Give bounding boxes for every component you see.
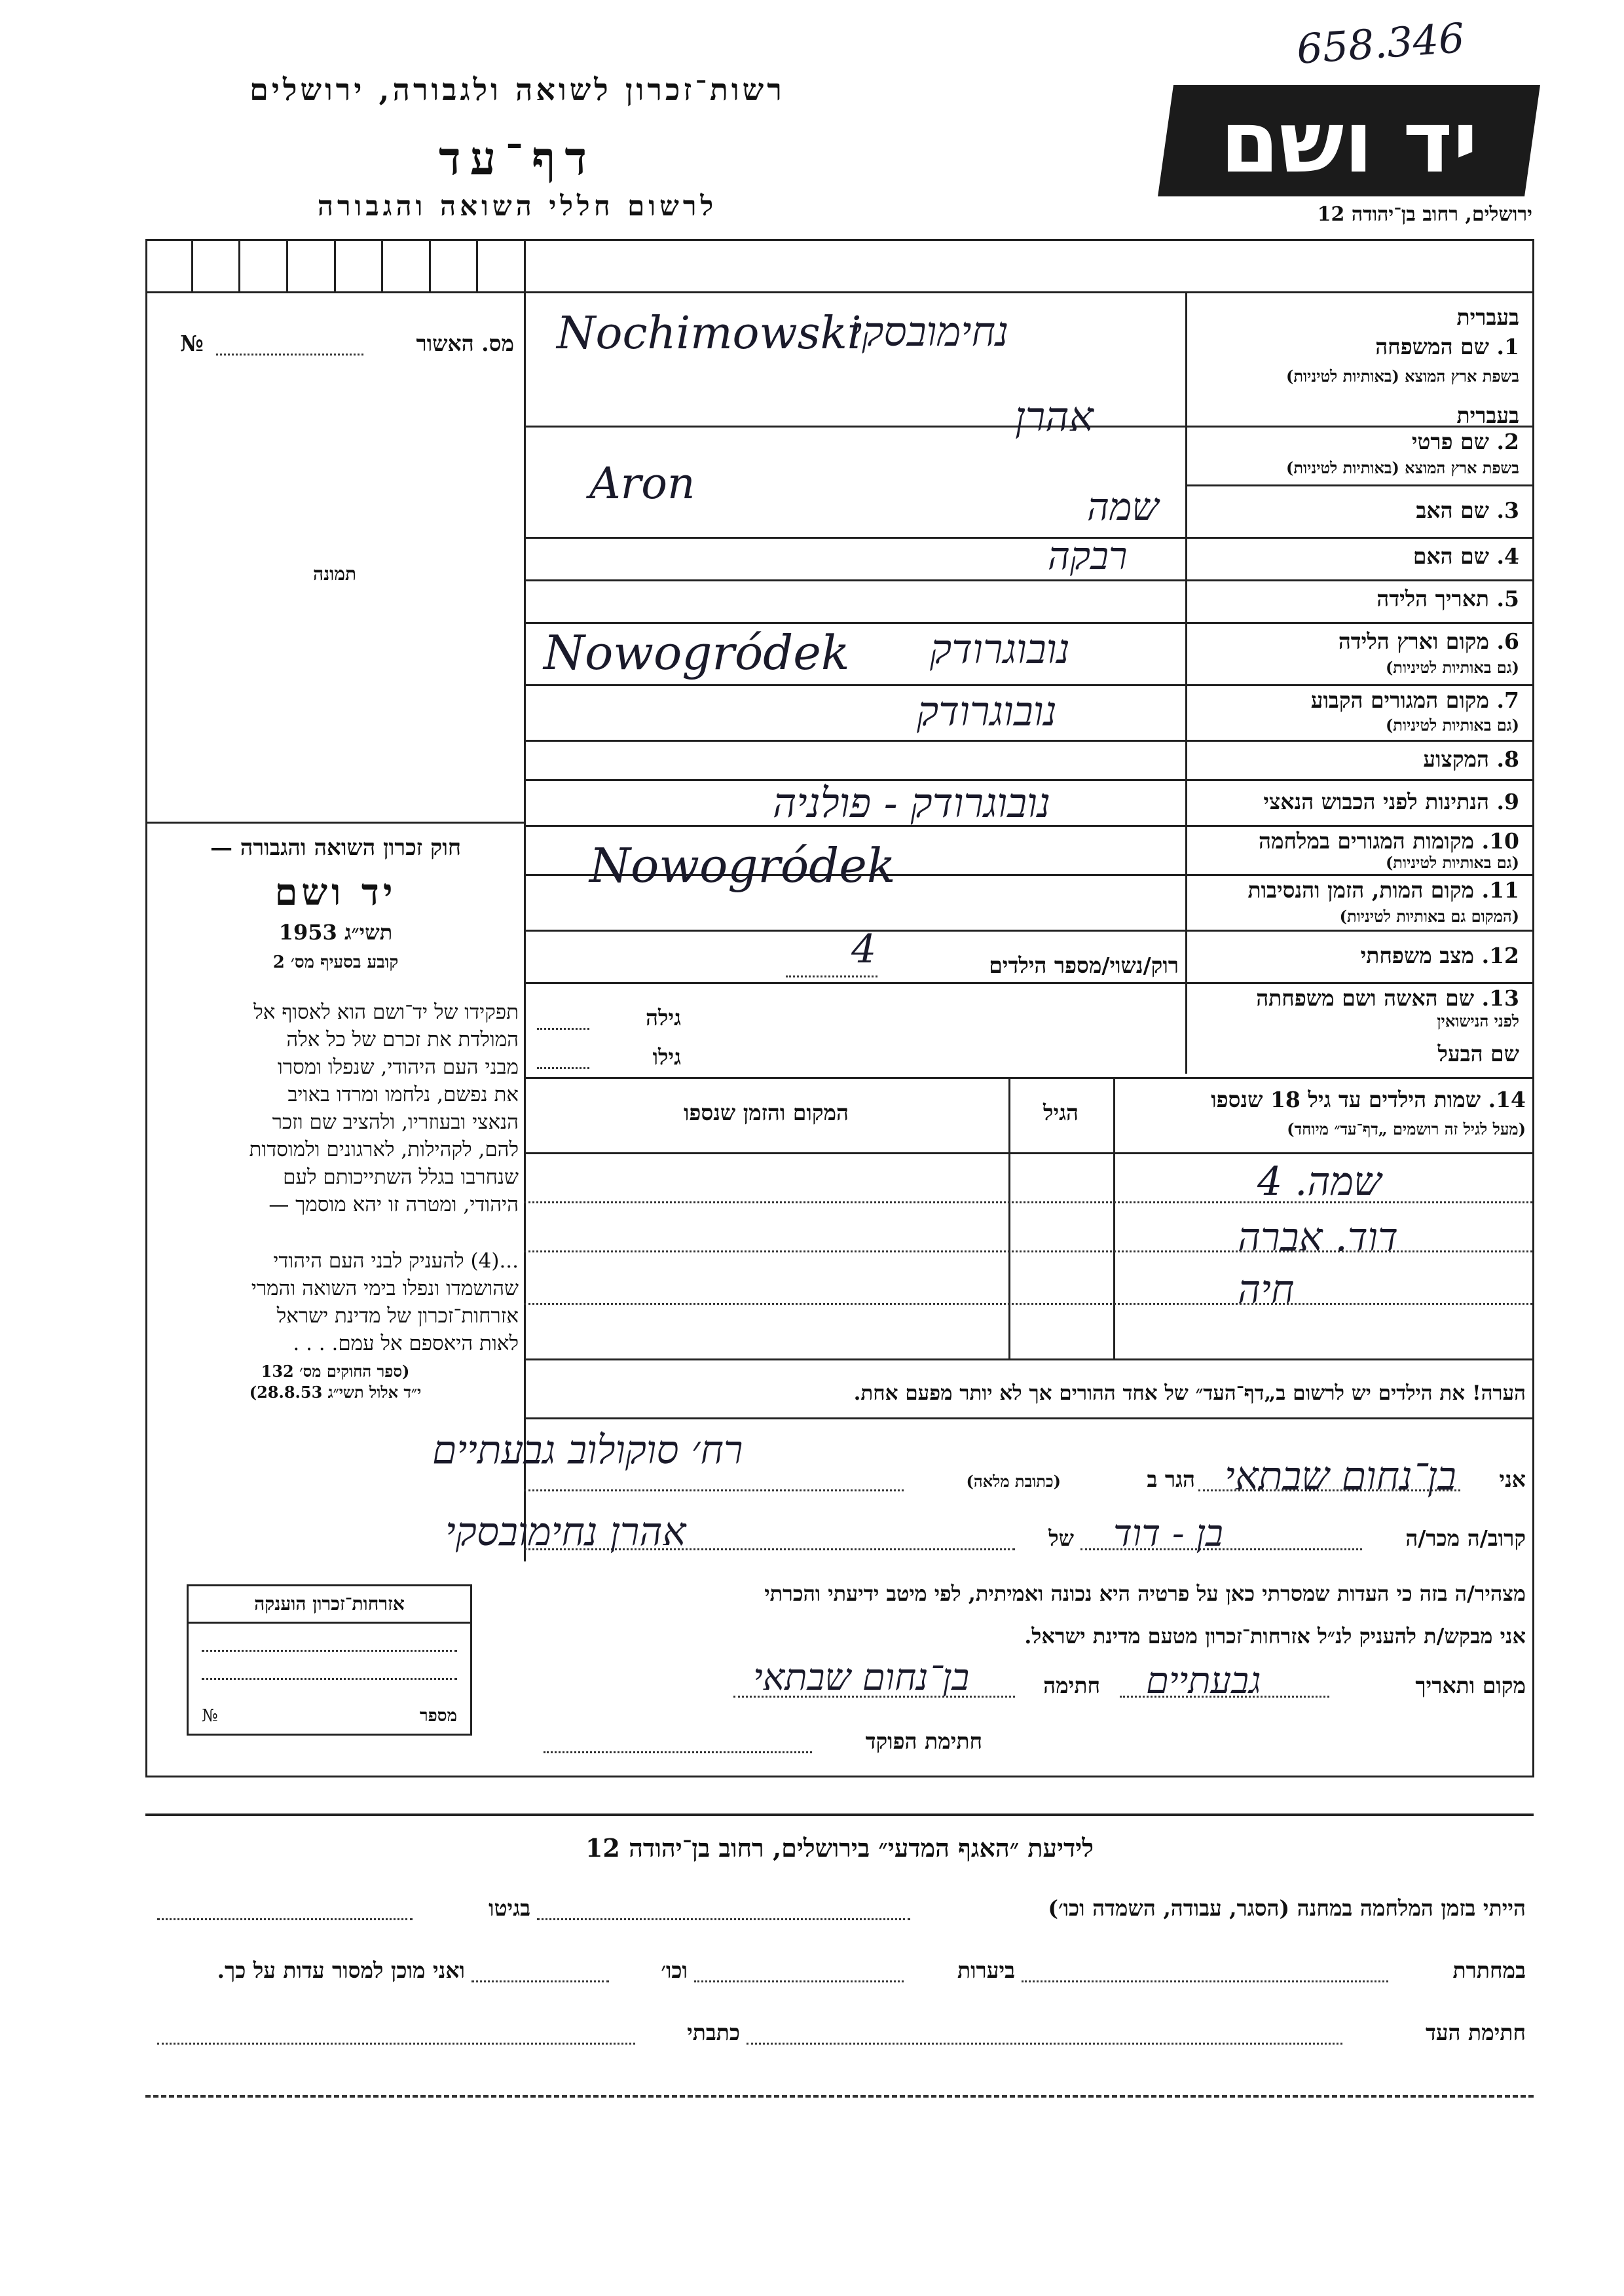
field-7-label: 7. מקום המגורים הקבוע xyxy=(1310,687,1519,713)
archive-number: 658.346 xyxy=(1295,14,1466,73)
field-13-sub: לפני הנישואין xyxy=(1437,1011,1519,1030)
children-age-header: הגיל xyxy=(1043,1100,1079,1125)
field-2-lang: בעברית xyxy=(1456,403,1519,428)
field-11-label: 11. מקום המות, הזמן והנסיבות xyxy=(1247,877,1519,903)
field-10-label: 10. מקומות המגורים במלחמה xyxy=(1258,828,1519,854)
law-ref-1: (ספר החוקים מס׳ 132 xyxy=(261,1362,410,1381)
footer-line2-mid2: וכו׳ xyxy=(661,1958,688,1983)
declarant-address: רח׳ סוקולוב גבעתיים xyxy=(432,1427,743,1473)
signature-label: חתימה xyxy=(1043,1673,1100,1698)
field-2-sub: בשפת ארץ המוצא (באותיות לטיניות) xyxy=(1286,458,1519,477)
footer-line1-end: בגיטו xyxy=(489,1895,530,1921)
footer-line2-end: ואני מוכן למסור עדות על כך. xyxy=(217,1958,465,1983)
child-name-3: חיה xyxy=(1238,1267,1295,1313)
of-label: של xyxy=(1048,1525,1074,1551)
relative-label: קרוב/ה מכר/ה xyxy=(1405,1525,1526,1551)
declarant-label: אני xyxy=(1499,1467,1526,1492)
field-6-sub: (גם באותיות לטיניות) xyxy=(1385,658,1519,677)
footer-border xyxy=(145,2095,1534,2098)
field-7-sub: (גם באותיות לטיניות) xyxy=(1385,716,1519,735)
law-clause: קובע בסעיף מס׳ 2 xyxy=(272,953,399,972)
footer-line2-mid: ביערות xyxy=(957,1958,1015,1983)
citizenship-number-symbol: № xyxy=(202,1706,218,1726)
wartime-residence-latin: Nowogródek xyxy=(589,838,896,893)
field-1-label: 1. שם המשפחה xyxy=(1375,334,1519,359)
approval-label: מס. האשור xyxy=(416,331,514,356)
law-title: חוק זכרון השואה והגבורה — xyxy=(210,835,462,861)
law-text-2: ...(4) להעניק לבני העם היהודי שהושמדו ונפלו בימי השואה והמרי אזרחות־זכרון של מדינת ישראל לאות היאספם אל עמם. . . . xyxy=(251,1249,519,1355)
children-sub: (מעל לגיל זה רושמים „דף־עד״ מיוחד) xyxy=(1287,1120,1526,1139)
field-1-lang: בעברית xyxy=(1456,304,1519,330)
field-3-label: 3. שם האב xyxy=(1416,498,1519,523)
husband-label: שם הבעל xyxy=(1437,1041,1519,1066)
law-name: יד ושם xyxy=(274,871,397,914)
law-year: תשי״ג 1953 xyxy=(278,920,393,945)
authority-title: רשות־זכרון לשואה ולגבורה, ירושלים xyxy=(249,72,785,107)
signature-value: בן־נחום שבתאי xyxy=(753,1656,970,1699)
residing-label: הגר ב xyxy=(1147,1467,1195,1492)
declare-text: מצהיר/ה בזה כי העדות שמסרתי כאן על פרטיה היא נכונה ואמיתית, לפי מיטב ידיעתי והכרתי xyxy=(764,1581,1526,1606)
field-11-sub: (המקום גם באותיות לטיניות) xyxy=(1339,907,1519,926)
family-name-hebrew: נחימובסקי xyxy=(851,308,1009,355)
first-name-hebrew: אהרן xyxy=(1015,393,1094,441)
place-date-value: גבעתיים xyxy=(1146,1660,1261,1702)
field-9-label: 9. הנתינות לפני הכבוש הנאצי xyxy=(1263,789,1519,814)
place-date-label: מקום ותאריך xyxy=(1415,1673,1526,1698)
birthplace-hebrew: נובוגרודק xyxy=(930,625,1070,673)
residence-hebrew: נובוגרודק xyxy=(917,687,1057,735)
field-13-label: 13. שם האשה ושם משפחתה xyxy=(1256,985,1519,1011)
citizenship-title: אזרחות־זכרון הוענקה xyxy=(189,1586,470,1624)
husband-age-label: גילו xyxy=(652,1044,681,1070)
birthplace-latin: Nowogródek xyxy=(544,625,850,680)
citizenship-box xyxy=(187,1584,472,1736)
nationality-hebrew: נובוגרודק - פולניה xyxy=(773,779,1051,827)
first-name-latin: Aron xyxy=(589,458,695,509)
form-title: דף־עד xyxy=(438,131,596,185)
approval-symbol: № xyxy=(180,331,204,356)
field-10-sub: (גם באותיות לטיניות) xyxy=(1385,853,1519,872)
declarant-name: בן־נחום שבתאי xyxy=(1225,1453,1456,1499)
footer-line2-start: במחתרת xyxy=(1452,1958,1526,1983)
request-text: אני מבקש/ת להעניק לנ״ל אזרחות־זכרון מטעם מדינת ישראל. xyxy=(1024,1624,1526,1649)
field-1-sub: בשפת ארץ המוצא (באותיות לטיניות) xyxy=(1286,367,1519,386)
children-place-header: המקום והזמן שנספו xyxy=(683,1100,849,1125)
header-address: ירושלים, רחוב בן־יהודה 12 xyxy=(1317,203,1532,226)
officer-label: חתימת הפוקד xyxy=(865,1728,982,1754)
form-subtitle: לרשום חללי השואה והגבורה xyxy=(317,190,718,222)
field-8-label: 8. המקצוע xyxy=(1423,746,1519,772)
footer-line3-end: כתבתי xyxy=(687,2020,740,2045)
field-4-label: 4. שם האם xyxy=(1412,543,1519,569)
deceased-name: אהרן נחימובסקי xyxy=(445,1509,686,1555)
law-text: תפקידו של יד־ושם הוא לאסוף אל המולדת את זכרם של כל אלה מבני העם היהודי, שנפלו ומסרו את נפשם, נלחמו ומרדו באויב הנאצי ובעוזריו, ולהציב שם וזכר להם, לקהילות, לארגונים ולמוסדות שנחרבו בגלל השתייכותם לעם היהודי, ומטרה זו יהא מוסמך — xyxy=(249,1000,519,1216)
children-label: 14. שמות הילדים עד גיל 18 שנספו xyxy=(1211,1087,1526,1112)
marital-extra-label: רוק/נשוי/מספר הילדים xyxy=(989,953,1179,978)
archive-grid xyxy=(145,239,524,291)
logo-text: יד ושם xyxy=(1220,92,1478,192)
child-name-1: שמה. 4 xyxy=(1257,1159,1382,1205)
footer-line1-label: הייתי בזמן המלחמה במחנה (הסגר, עבודה, השמדה וכו׳) xyxy=(1048,1895,1526,1921)
address-label: (כתובת מלאה) xyxy=(966,1472,1061,1491)
field-5-label: 5. תאריך הלידה xyxy=(1376,586,1519,611)
citizenship-number-label: מספר xyxy=(419,1706,457,1726)
family-name-latin: Nochimowski xyxy=(557,308,862,359)
children-note: הערה! את הילדים יש לרשום ב„דף־העד״ של אחד ההורים אך לא יותר מפעם אחת. xyxy=(853,1381,1526,1405)
relation-value: בן - דוד xyxy=(1113,1512,1223,1555)
footer-title: לידיעת ״האגף המדעי״ בירושלים, רחוב בן־יהודה 12 xyxy=(585,1833,1094,1863)
father-name: שמה xyxy=(1087,484,1159,529)
field-2-label: 2. שם פרטי xyxy=(1411,429,1519,454)
wife-age-label: גילה xyxy=(646,1005,681,1030)
footer-line3-start: חתימת העד xyxy=(1425,2020,1526,2045)
children-count: 4 xyxy=(851,926,877,972)
law-ref-2: י״ד אלול תשי״ג 28.8.53) xyxy=(249,1383,422,1402)
photo-label: תמונה xyxy=(312,563,357,585)
child-name-2: דוד. אברה xyxy=(1238,1214,1398,1260)
field-6-label: 6. מקום וארץ הלידה xyxy=(1338,629,1519,654)
field-12-label: 12. מצב משפחתי xyxy=(1360,943,1519,968)
mother-name: רבקה xyxy=(1048,534,1128,578)
